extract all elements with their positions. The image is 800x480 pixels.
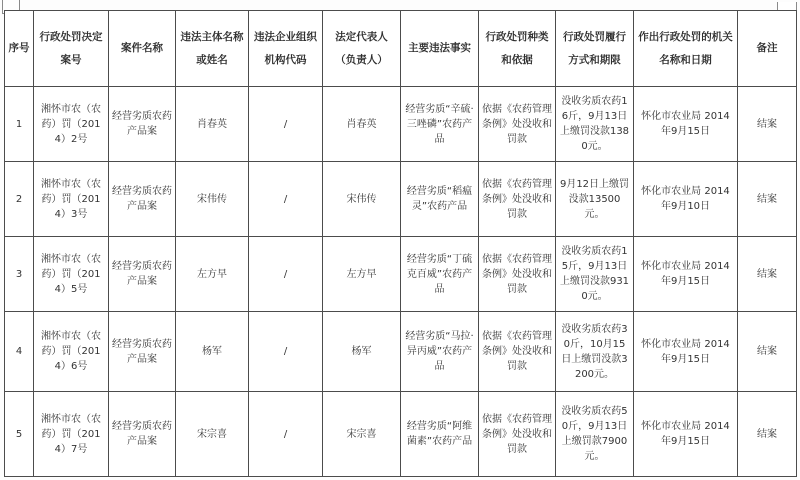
table-cell: 经营劣质“马拉·异丙威”农药产品: [401, 312, 479, 392]
table-cell: 经营劣质农药产品案: [109, 162, 176, 237]
table-cell: 依据《农药管理条例》处没收和罚款: [479, 87, 556, 162]
table-cell: 经营劣质“辛硫·三唑磷”农药产品: [401, 87, 479, 162]
table-cell: 2: [5, 162, 34, 237]
table-cell: 依据《农药管理条例》处没收和罚款: [479, 237, 556, 312]
column-header: 违法主体名称或姓名: [176, 11, 249, 87]
column-header: 法定代表人（负责人）: [323, 11, 401, 87]
table-cell: 经营劣质农药产品案: [109, 237, 176, 312]
table-cell: 杨军: [323, 312, 401, 392]
table-cell: 结案: [738, 237, 797, 312]
column-header: 案件名称: [109, 11, 176, 87]
table-cell: 结案: [738, 392, 797, 477]
column-header: 行政处罚决定案号: [34, 11, 109, 87]
table-cell: 9月12日上缴罚没款13500元。: [556, 162, 634, 237]
table-cell: 湘怀市农（农药）罚（2014）5号: [34, 237, 109, 312]
table-body: [5, 87, 797, 477]
table-cell: 依据《农药管理条例》处没收和罚款: [479, 312, 556, 392]
table-cell: 结案: [738, 312, 797, 392]
table-cell: 左方早: [323, 237, 401, 312]
column-header: 序号: [5, 11, 34, 87]
table-cell: 怀化市农业局 2014年9月15日: [634, 392, 738, 477]
table-cell: 没收劣质农药15斤，9月13日上缴罚没款9310元。: [556, 237, 634, 312]
table-cell: 湘怀市农（农药）罚（2014）3号: [34, 162, 109, 237]
table-cell: 肖春英: [176, 87, 249, 162]
table-cell: 经营劣质农药产品案: [109, 312, 176, 392]
column-header: 行政处罚履行方式和期限: [556, 11, 634, 87]
table-cell: 肖春英: [323, 87, 401, 162]
table-cell: 依据《农药管理条例》处没收和罚款: [479, 392, 556, 477]
table-row: [5, 162, 797, 237]
table-cell: 1: [5, 87, 34, 162]
table-cell: 宋伟传: [176, 162, 249, 237]
table-cell: 5: [5, 392, 34, 477]
table-cell: 湘怀市农（农药）罚（2014）7号: [34, 392, 109, 477]
table-row: [5, 392, 797, 477]
column-header: 作出行政处罚的机关名称和日期: [634, 11, 738, 87]
table-cell: 怀化市农业局 2014年9月10日: [634, 162, 738, 237]
column-header: 主要违法事实: [401, 11, 479, 87]
table-row: [5, 87, 797, 162]
table-cell: 没收劣质农药50斤，9月13日上缴罚款7900元。: [556, 392, 634, 477]
table-cell: 宋宗喜: [176, 392, 249, 477]
table-cell: /: [249, 162, 323, 237]
table-cell: 3: [5, 237, 34, 312]
table-row: [5, 237, 797, 312]
table-cell: /: [249, 312, 323, 392]
table-cell: 经营劣质农药产品案: [109, 392, 176, 477]
table-cell: 湘怀市农（农药）罚（2014）6号: [34, 312, 109, 392]
header-row: [5, 11, 797, 87]
table-cell: 宋宗喜: [323, 392, 401, 477]
table-cell: 没收劣质农药16斤，9月13日上缴罚没款1380元。: [556, 87, 634, 162]
table-cell: 左方早: [176, 237, 249, 312]
table-cell: 怀化市农业局 2014年9月15日: [634, 237, 738, 312]
table-cell: /: [249, 237, 323, 312]
penalty-table: [4, 10, 797, 477]
table-cell: 经营劣质农药产品案: [109, 87, 176, 162]
table-cell: 结案: [738, 87, 797, 162]
table-cell: 依据《农药管理条例》处没收和罚款: [479, 162, 556, 237]
table-cell: 怀化市农业局 2014年9月15日: [634, 312, 738, 392]
table-cell: 经营劣质“稻瘟灵”农药产品: [401, 162, 479, 237]
table-row: [5, 312, 797, 392]
table-cell: 结案: [738, 162, 797, 237]
column-header: 备注: [738, 11, 797, 87]
column-header: 违法企业组织机构代码: [249, 11, 323, 87]
table-cell: 宋伟传: [323, 162, 401, 237]
table-cell: 杨军: [176, 312, 249, 392]
table-cell: 没收劣质农药30斤，10月15日上缴罚没款3200元。: [556, 312, 634, 392]
table-cell: 经营劣质“丁硫克百威”农药产品: [401, 237, 479, 312]
table-header: [5, 11, 797, 87]
column-header: 行政处罚种类和依据: [479, 11, 556, 87]
table-cell: 湘怀市农（农药）罚（2014）2号: [34, 87, 109, 162]
table-cell: /: [249, 392, 323, 477]
table-cell: 怀化市农业局 2014年9月15日: [634, 87, 738, 162]
table-cell: 4: [5, 312, 34, 392]
table-cell: 经营劣质“阿维菌素”农药产品: [401, 392, 479, 477]
table-cell: /: [249, 87, 323, 162]
